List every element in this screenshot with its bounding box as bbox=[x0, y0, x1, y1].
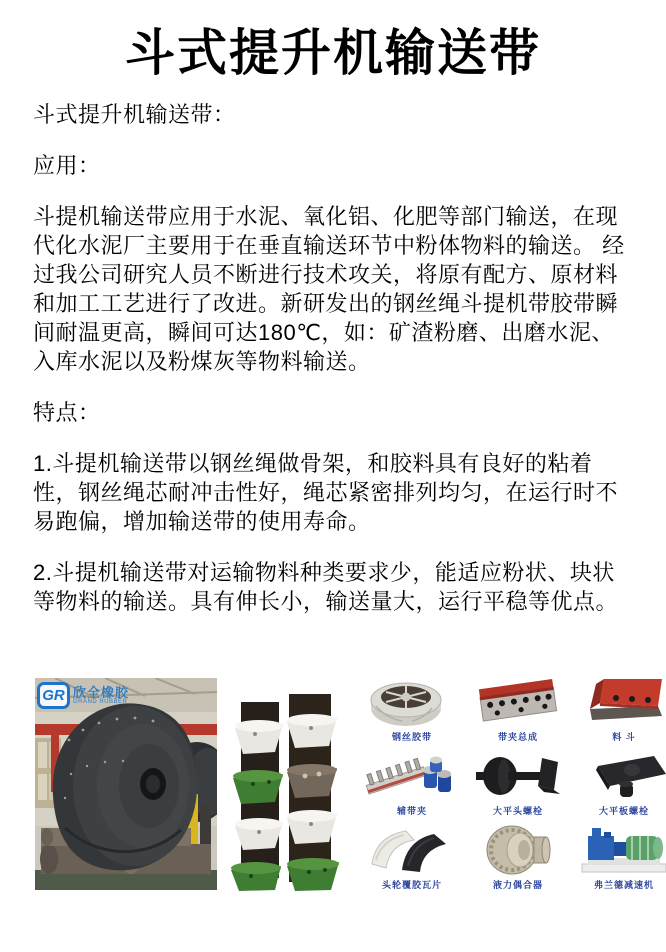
belt-clamp-assembly-icon bbox=[468, 676, 568, 728]
flat-head-bolt-icon bbox=[468, 750, 568, 802]
product-cell-flender-reducer bbox=[571, 824, 666, 896]
product-cell-flat-head-bolt bbox=[465, 750, 571, 822]
brand-logo-monogram: GR bbox=[37, 682, 70, 709]
product-cell-belt-clamp-assembly bbox=[465, 676, 571, 748]
aux-belt-clamp-icon bbox=[362, 750, 462, 802]
product-caption: 液力偶合器 bbox=[492, 880, 543, 890]
product-cell-aux-belt-clamp bbox=[359, 750, 465, 822]
flender-reducer-icon bbox=[574, 824, 666, 876]
feature-item-1: 1.斗提机输送带以钢丝绳做骨架，和胶料具有良好的粘着性，钢丝绳芯耐冲击性好，绳芯紧密排列均匀，在运行时不易跑偏，增加输送带的使用寿命。 bbox=[33, 451, 619, 534]
hopper-icon bbox=[574, 676, 666, 728]
product-caption: 料 斗 bbox=[612, 732, 636, 742]
product-caption: 带夹总成 bbox=[497, 732, 538, 742]
product-caption: 钢丝胶带 bbox=[391, 732, 432, 742]
brand-name-cn: 欣全橡胶 bbox=[73, 685, 130, 700]
product-cell-hopper bbox=[571, 676, 666, 748]
product-cell-head-wheel-lagging bbox=[359, 824, 465, 896]
article-subtitle: 斗式提升机输送带： bbox=[33, 102, 236, 127]
article-body bbox=[0, 100, 666, 616]
buckets-illustration bbox=[225, 686, 349, 892]
page bbox=[0, 22, 666, 952]
product-thumbnail-grid bbox=[359, 676, 666, 896]
product-caption: 头轮覆胶瓦片 bbox=[381, 880, 442, 890]
feature-item-2: 2.斗提机输送带对运输物料种类要求少，能适应粉状、块状等物料的输送。具有伸长小，输送量大，运行平稳等优点。 bbox=[33, 560, 619, 614]
product-caption: 弗兰德减速机 bbox=[593, 880, 654, 890]
fluid-coupling-icon bbox=[468, 824, 568, 876]
application-label: 应用： bbox=[33, 153, 101, 178]
factory-belt-roll-photo bbox=[35, 678, 217, 890]
product-cell-fluid-coupling bbox=[465, 824, 571, 896]
features-label: 特点： bbox=[33, 400, 101, 425]
product-caption: 大平头螺栓 bbox=[492, 806, 543, 816]
media-strip bbox=[35, 674, 654, 894]
product-caption: 大平板螺栓 bbox=[598, 806, 649, 816]
product-caption: 辅带夹 bbox=[396, 806, 427, 816]
steel-cord-belt-icon bbox=[362, 676, 462, 728]
factory-photo-illustration bbox=[35, 678, 217, 890]
application-paragraph: 斗提机输送带应用于水泥、氧化铝、化肥等部门输送，在现代化水泥厂主要用于在垂直输送环节中粉体物料的输送。 经过我公司研究人员不断进行技术攻关，将原有配方、原材料和加工工艺进行了改进。新研发出的钢丝绳斗提机带胶带瞬间耐温更高，瞬间可达180℃，如：矿渣粉磨、出磨水泥、入库水泥以及粉煤灰等物料输送。 bbox=[33, 204, 625, 374]
product-cell-steel-cord-belt bbox=[359, 676, 465, 748]
head-wheel-lagging-icon bbox=[362, 824, 462, 876]
flat-plate-bolt-icon bbox=[574, 750, 666, 802]
elevator-buckets-photo bbox=[225, 686, 349, 892]
brand-name-en: GRAND RUBBER bbox=[73, 699, 128, 705]
page-title: 斗式提升机输送带 bbox=[125, 25, 541, 81]
product-cell-flat-plate-bolt bbox=[571, 750, 666, 822]
brand-logo bbox=[37, 682, 129, 709]
